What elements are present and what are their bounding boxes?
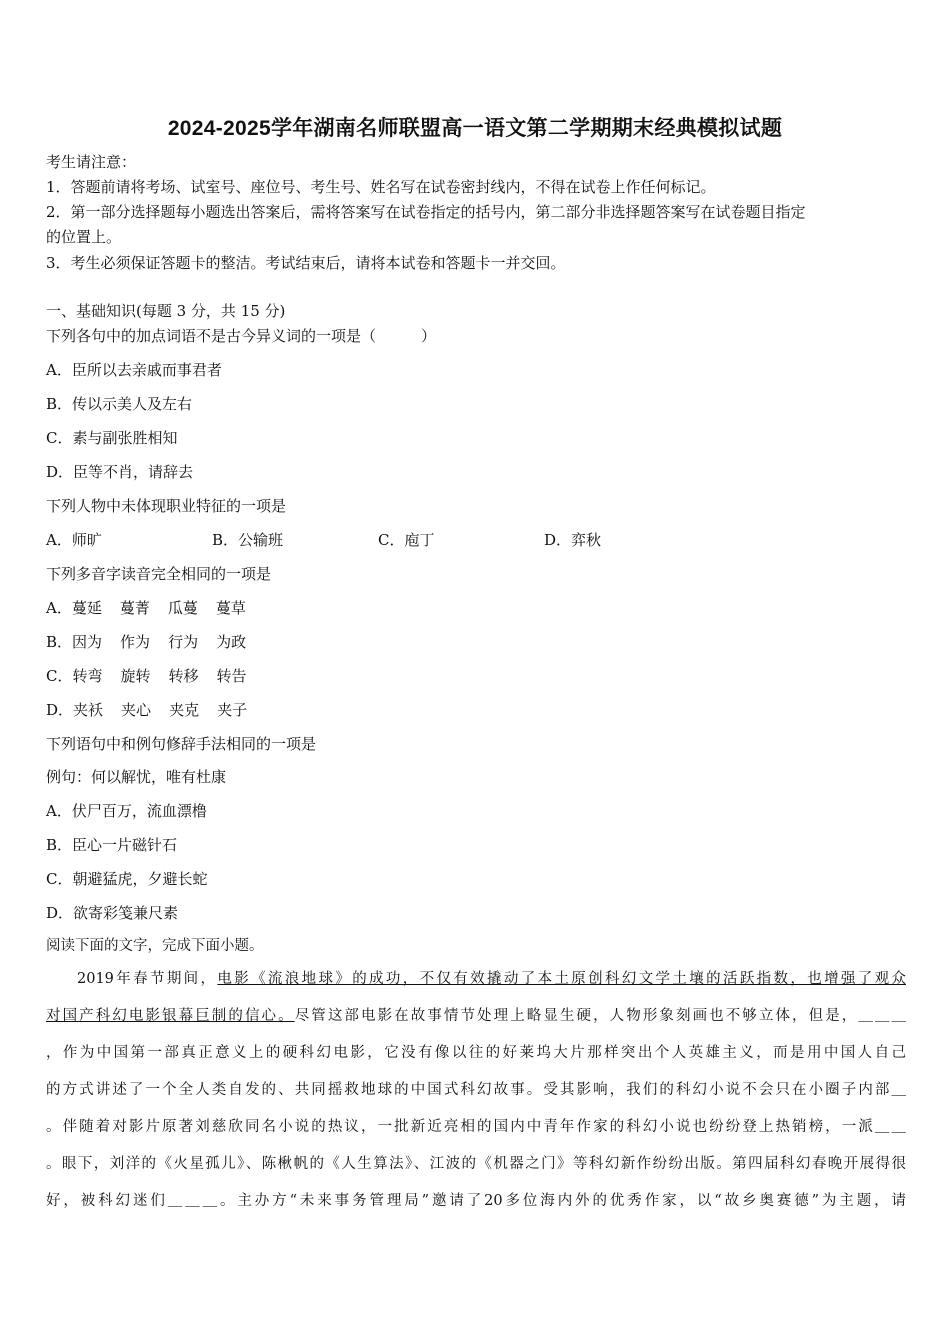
passage-line-5: 。伴随着对影片原著刘慈欣同名小说的热议，一批新近亮相的国内中青年作家的科幻小说也纷纷登上热销榜，一派＿＿ — [46, 1119, 906, 1135]
passage-line-1 — [77, 969, 906, 989]
option-word: 夹心 — [121, 701, 152, 719]
option-word: 为政 — [216, 633, 247, 651]
question-4-stem: 下列语句中和例句修辞手法相同的一项是 — [46, 735, 317, 753]
question-4-option-a: A．伏尸百万，流血漂橹 — [46, 802, 207, 820]
question-3-option-a — [46, 598, 908, 618]
question-1-option-b: B．传以示美人及左右 — [46, 395, 193, 413]
notice-item-2: 2．第一部分选择题每小题选出答案后，需将答案写在试卷指定的括号内，第二部分非选择题答案写在试卷题目指定 — [46, 203, 806, 221]
option-word: 转弯 — [72, 667, 103, 685]
question-2-stem: 下列人物中未体现职业特征的一项是 — [46, 497, 287, 515]
question-2-option-d: D．弈秋 — [544, 531, 602, 549]
passage-line-3: ，作为中国第一部真正意义上的硬科幻电影，它没有像以往的好莱坞大片那样突出个人英雄主义，而是用中国人自己 — [46, 1045, 906, 1061]
question-3-option-c — [46, 666, 908, 686]
passage-line-4: 的方式讲述了一个全人类自发的、共同摇救地球的中国式科幻故事。受其影响，我们的科幻小说不会只在小圈子内部＿ — [46, 1082, 906, 1098]
option-word: 作为 — [120, 633, 151, 651]
question-1-stem: 下列各句中的加点词语不是古今异义词的一项是（ ） — [46, 327, 437, 345]
option-word: 夹克 — [169, 701, 200, 719]
question-3-option-b — [46, 632, 908, 652]
notice-item-1: 1．答题前请将考场、试室号、座位号、考生号、姓名写在试卷密封线内，不得在试卷上作任何标记。 — [46, 178, 716, 196]
option-word: 转移 — [168, 667, 199, 685]
passage-text: 2019年春节期间， — [77, 971, 218, 987]
passage-line-2 — [46, 1006, 906, 1026]
question-4-option-b: B．臣心一片磁针石 — [46, 836, 178, 854]
question-4-option-c: C．朝避猛虎，夕避长蛇 — [46, 870, 208, 888]
passage-text: 尽管这部电影在故事情节处理上略显生硬，人物形象刻画也不够立体，但是，＿＿＿ — [294, 1008, 907, 1024]
option-label: D． — [46, 701, 74, 719]
passage-line-7: 好，被科幻迷们＿＿＿。主办方“未来事务管理局”邀请了20多位海内外的优秀作家，以“故乡奥赛德”为主题，请 — [46, 1193, 906, 1209]
option-word: 夹子 — [217, 701, 248, 719]
page-title: 2024-2025学年湖南名师联盟高一语文第二学期期末经典模拟试题 — [167, 117, 783, 140]
option-word: 因为 — [72, 633, 103, 651]
question-4-example: 例句：何以解忧，唯有杜康 — [46, 768, 227, 786]
passage-line-6: 。眼下，刘洋的《火星孤儿》、陈楸帆的《人生算法》、江波的《机器之门》等科幻新作纷纷出版。第四届科幻春晚开展得很 — [46, 1156, 906, 1172]
passage-underlined-text: 对国产科幻电影银幕巨制的信心。 — [46, 1008, 295, 1024]
notice-item-2-cont: 的位置上。 — [46, 228, 122, 246]
option-label: C． — [46, 667, 73, 685]
option-label: A． — [46, 599, 72, 617]
question-1-option-c: C．素与副张胜相知 — [46, 429, 178, 447]
option-word: 瓜蔓 — [167, 599, 198, 617]
question-4-option-d: D．欲寄彩笺兼尺素 — [46, 904, 179, 922]
option-word: 转告 — [216, 667, 247, 685]
notice-heading: 考生请注意： — [46, 153, 137, 171]
question-1-option-d: D．臣等不肖，请辞去 — [46, 463, 194, 481]
question-2-options — [46, 530, 908, 550]
question-2-option-b: B．公输班 — [212, 531, 284, 549]
option-word: 蔓延 — [71, 599, 102, 617]
question-2-option-a: A．师旷 — [46, 531, 102, 549]
question-3-option-d — [46, 700, 908, 720]
question-1-option-a: A．臣所以去亲戚而事君者 — [46, 361, 222, 379]
section-heading: 一、基础知识(每题 3 分，共 15 分) — [46, 302, 286, 320]
option-word: 蔓草 — [215, 599, 246, 617]
option-word: 夹袄 — [73, 701, 104, 719]
question-3-stem: 下列多音字读音完全相同的一项是 — [46, 565, 272, 583]
option-label: B． — [46, 633, 73, 651]
option-word: 蔓菁 — [119, 599, 150, 617]
passage-underlined-text: 电影《流浪地球》的成功，不仅有效撬动了本土原创科幻文学土壤的活跃指数，也增强了观众 — [217, 971, 906, 987]
option-word: 旋转 — [120, 667, 151, 685]
question-2-option-c: C．庖丁 — [378, 531, 435, 549]
option-word: 行为 — [168, 633, 199, 651]
notice-item-3: 3．考生必须保证答题卡的整洁。考试结束后，请将本试卷和答题卡一并交回。 — [46, 254, 566, 272]
reading-instructions: 阅读下面的文字，完成下面小题。 — [46, 938, 264, 954]
